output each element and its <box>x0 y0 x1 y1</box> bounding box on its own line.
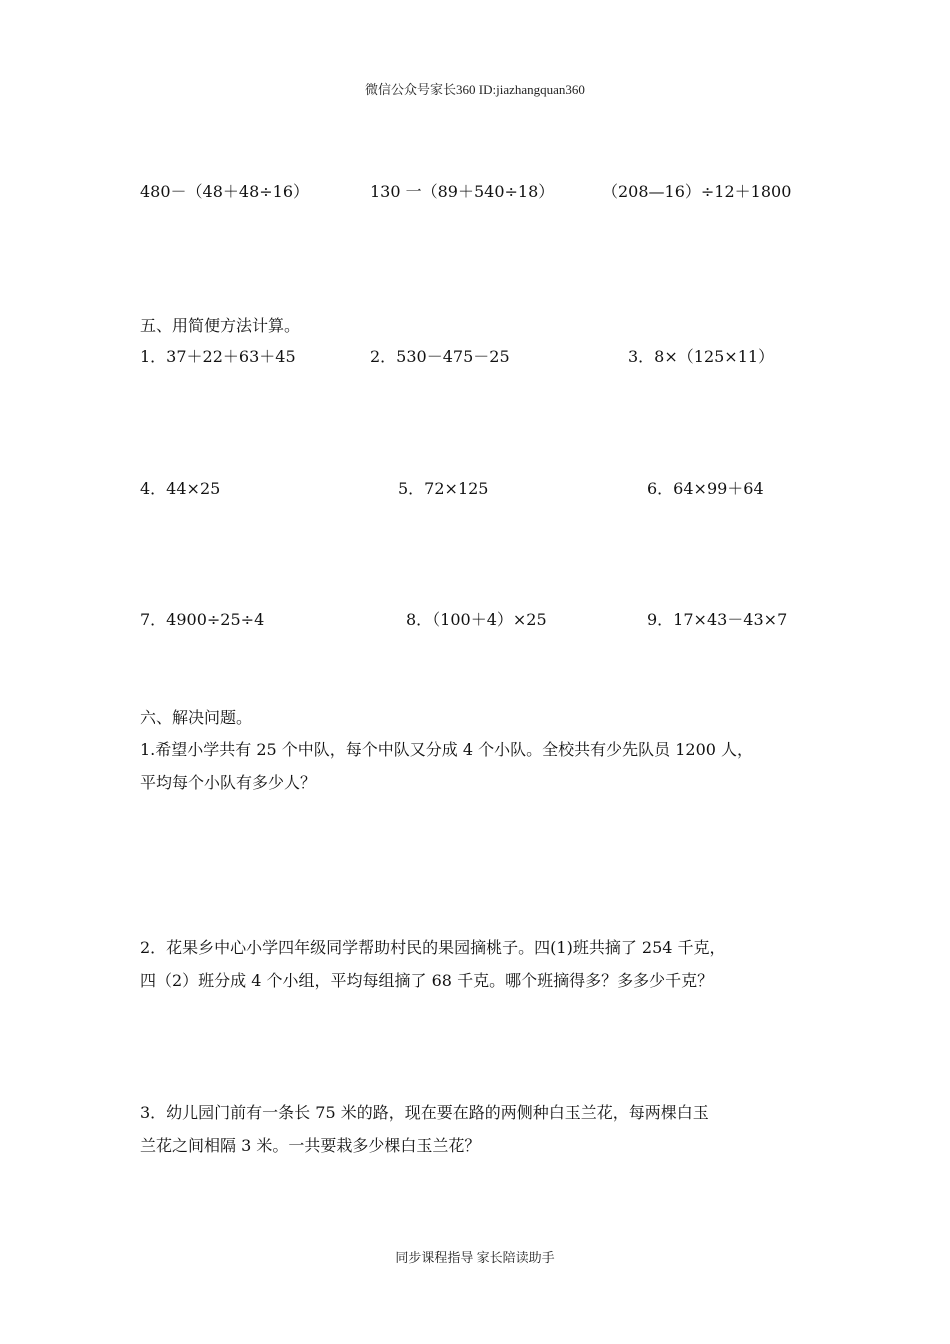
expression-item: 130 一（89＋540÷18） <box>370 182 555 201</box>
page-footer: 同步课程指导 家长陪读助手 <box>395 1250 555 1265</box>
problem-line: 四（2）班分成 4 个小组，平均每组摘了 68 千克。哪个班摘得多？多多少千克？ <box>140 971 714 990</box>
simplify-item: 2．530－475－25 <box>370 347 510 366</box>
simplify-row-2 <box>140 477 840 501</box>
simplify-item: 3．8×（125×11） <box>628 347 775 366</box>
simplify-item: 5．72×125 <box>398 479 489 498</box>
simplify-row-1 <box>140 345 840 369</box>
simplify-row-3 <box>140 608 840 632</box>
simplify-item: 9．17×43－43×7 <box>647 610 788 629</box>
simplify-item: 4．44×25 <box>140 479 221 498</box>
word-problem-3 <box>140 1096 840 1162</box>
problem-line: 兰花之间相隔 3 米。一共要栽多少棵白玉兰花？ <box>140 1136 481 1155</box>
expression-item: （208—16）÷12＋1800 <box>602 182 792 201</box>
expression-item: 480－（48＋48÷16） <box>140 182 310 201</box>
section-six-title: 六、解决问题。 <box>140 708 253 727</box>
problem-line: 2．花果乡中心小学四年级同学帮助村民的果园摘桃子。四(1)班共摘了 254 千克， <box>140 938 726 957</box>
problem-line: 1.希望小学共有 25 个中队，每个中队又分成 4 个小队。全校共有少先队员 1200 人， <box>140 740 754 759</box>
simplify-item: 1．37＋22＋63＋45 <box>140 347 296 366</box>
page-header: 微信公众号家长360 ID:jiazhangquan360 <box>365 82 585 97</box>
simplify-item: 8．（100＋4）×25 <box>406 610 547 629</box>
word-problem-2 <box>140 931 840 997</box>
expression-row-mixed <box>140 180 840 204</box>
problem-line: 3．幼儿园门前有一条长 75 米的路，现在要在路的两侧种白玉兰花，每两棵白玉 <box>140 1103 709 1122</box>
word-problem-1 <box>140 733 840 799</box>
section-five-title: 五、用简便方法计算。 <box>140 316 301 335</box>
problem-line: 平均每个小队有多少人？ <box>140 773 317 792</box>
simplify-item: 7．4900÷25÷4 <box>140 610 265 629</box>
simplify-item: 6．64×99＋64 <box>647 479 764 498</box>
